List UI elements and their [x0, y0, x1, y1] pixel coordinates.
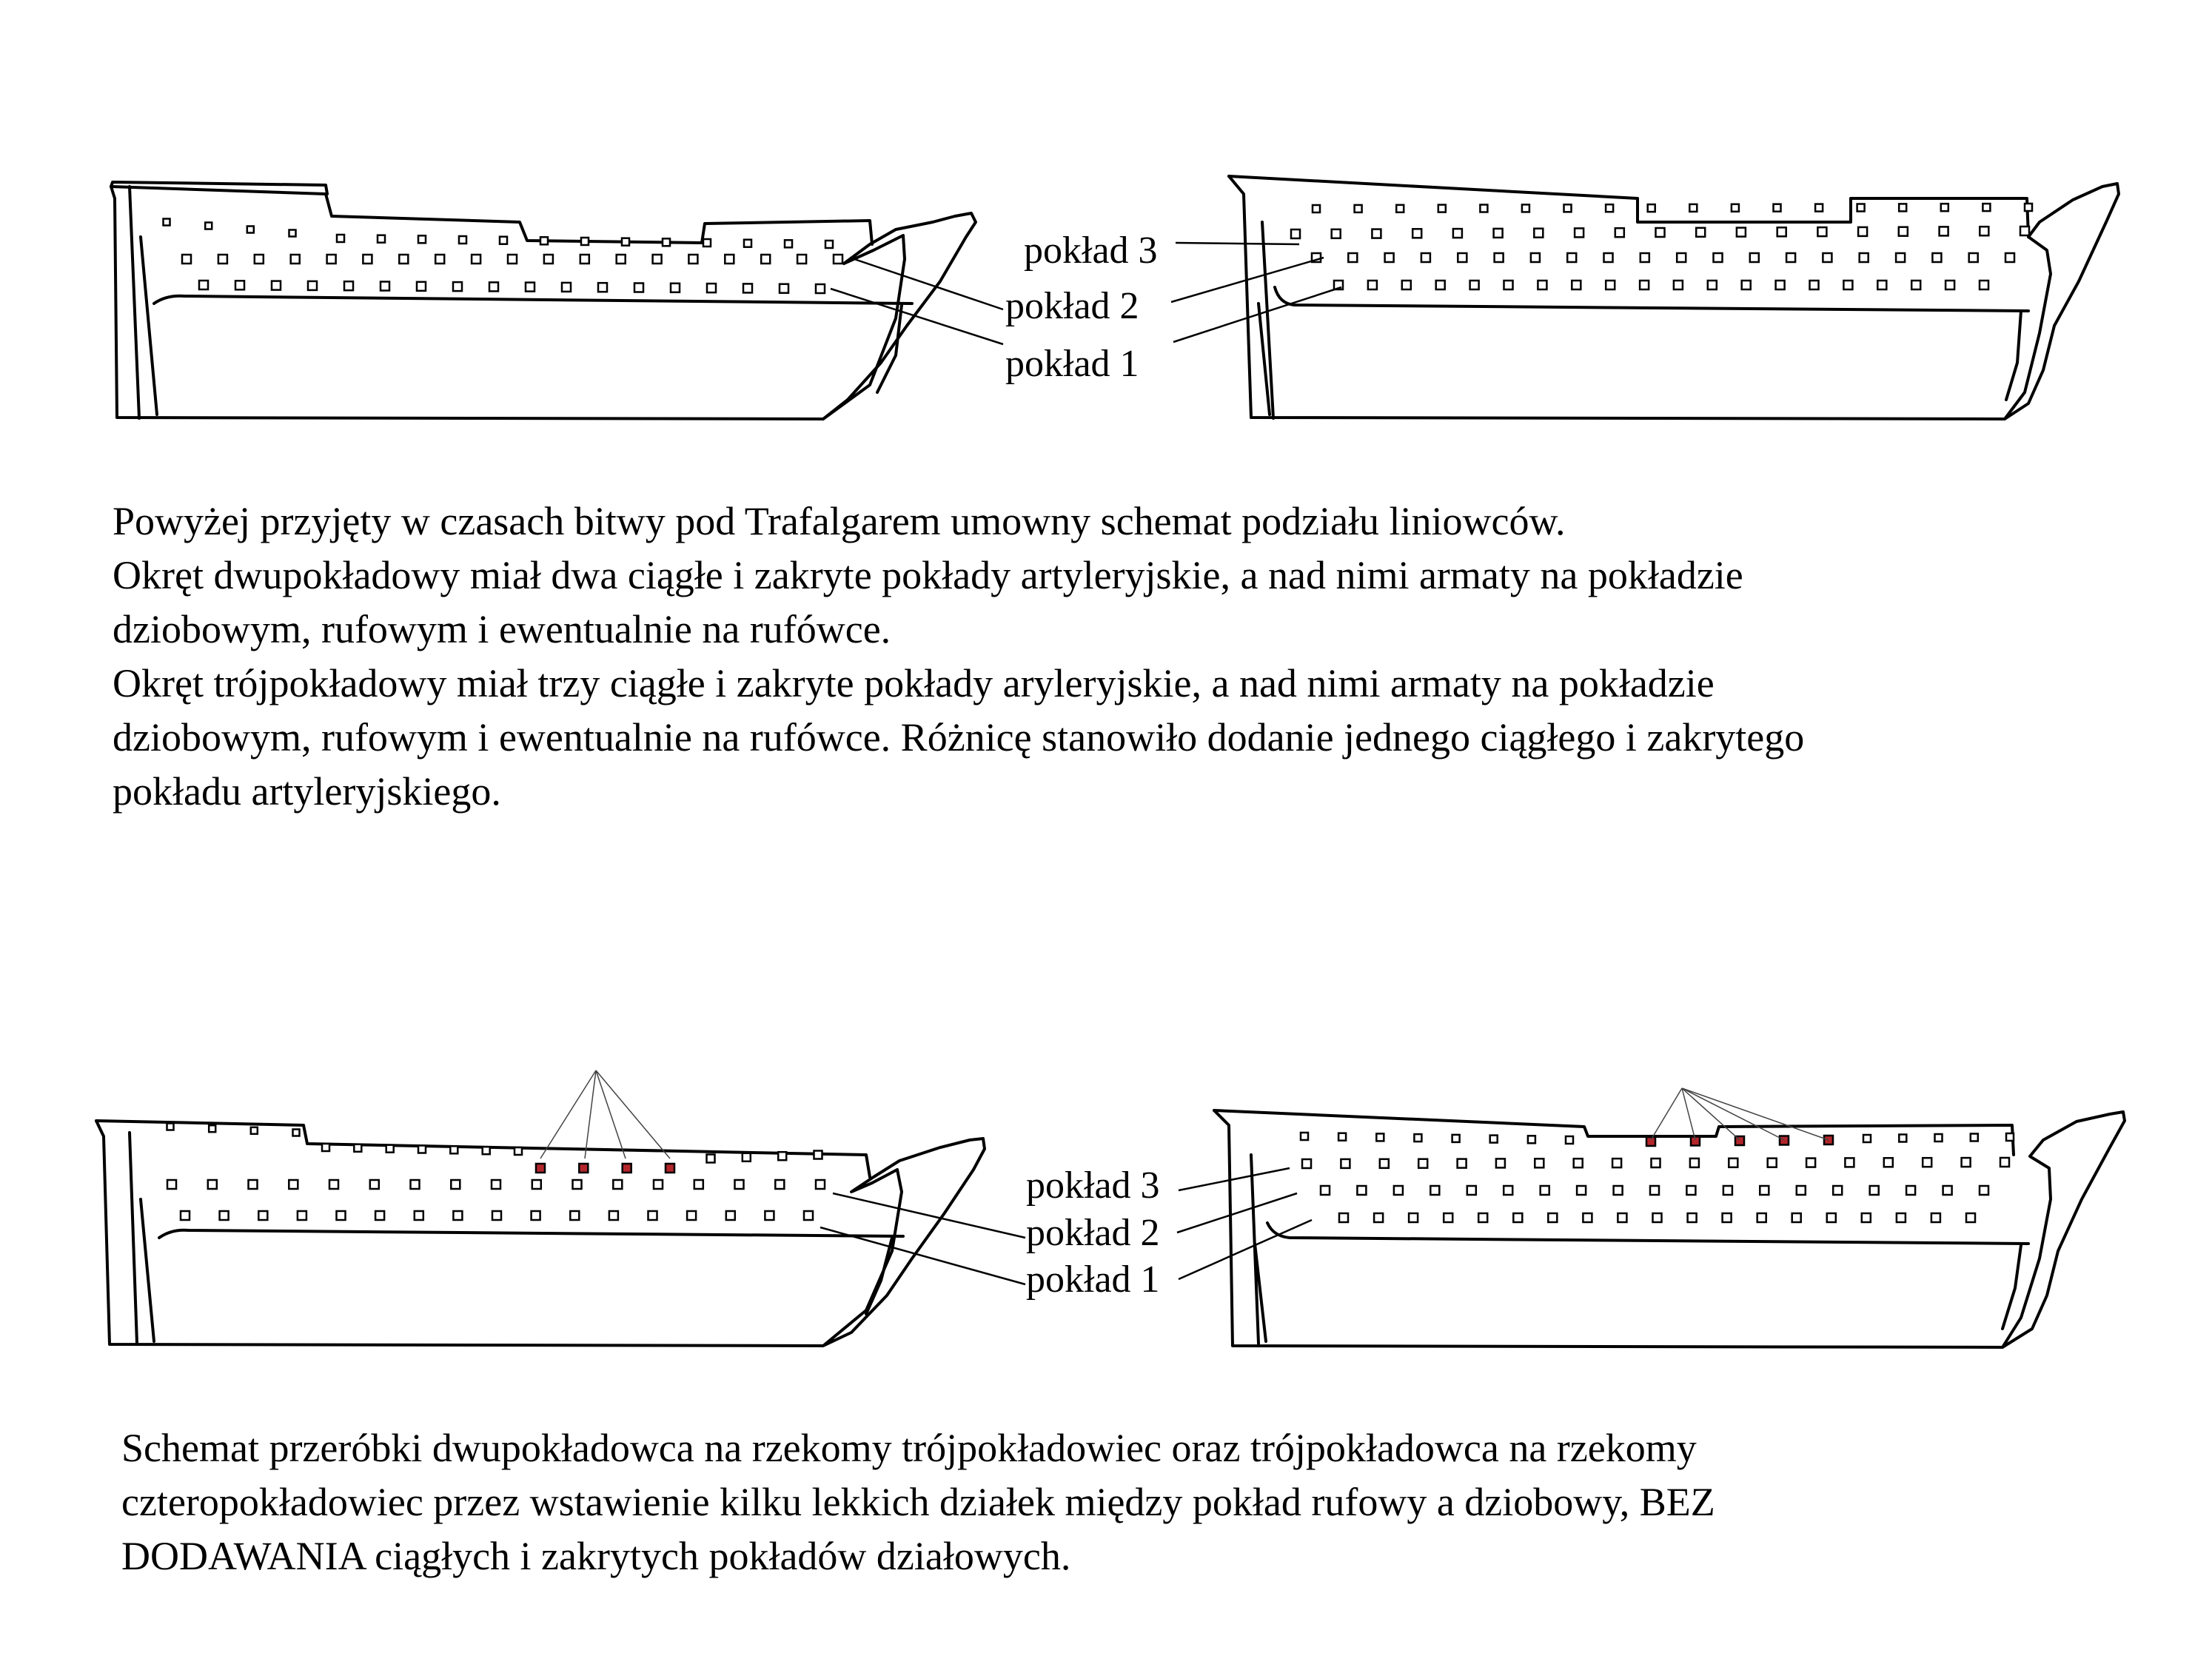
gun-port — [1409, 1213, 1418, 1222]
gun-port — [1650, 1186, 1659, 1195]
gun-port — [208, 1180, 217, 1189]
gun-port — [1494, 229, 1503, 238]
gun-port — [780, 284, 788, 293]
added-gun-port — [666, 1164, 674, 1173]
gun-port — [1656, 228, 1665, 237]
gun-port — [218, 255, 227, 264]
gun-port — [1380, 1159, 1389, 1168]
gun-port — [671, 284, 680, 292]
gun-port — [344, 281, 353, 290]
gun-port — [703, 239, 711, 247]
gun-port — [2025, 204, 2032, 211]
gun-port — [725, 255, 734, 264]
gun-port — [500, 237, 507, 244]
label-deck-3-bottom: pokład 3 — [1026, 1164, 1160, 1207]
added-gun-port — [579, 1164, 588, 1173]
gun-port — [235, 281, 244, 289]
description-top — [113, 494, 1804, 819]
gun-port — [1452, 1135, 1460, 1142]
gun-port — [526, 283, 534, 292]
added-gun-port — [1780, 1136, 1789, 1145]
gun-port — [1341, 1159, 1350, 1168]
gun-port — [1531, 253, 1540, 262]
converted-two-decker-ship — [96, 1121, 985, 1346]
gun-port — [1541, 1186, 1549, 1195]
gun-port — [1291, 229, 1300, 238]
gun-port — [386, 1145, 394, 1153]
gun-port — [399, 255, 408, 264]
gun-port — [1677, 253, 1686, 262]
gun-port — [329, 1180, 338, 1189]
gun-port — [451, 1180, 460, 1189]
gun-port — [1574, 1159, 1583, 1167]
gun-port — [1414, 1134, 1421, 1141]
gun-port — [453, 1211, 462, 1220]
gun-port — [1723, 1213, 1732, 1222]
gun-port — [1458, 1159, 1467, 1168]
gun-port — [289, 1180, 298, 1189]
gun-port — [199, 281, 208, 289]
gun-port — [609, 1211, 618, 1220]
gun-port — [1863, 1135, 1871, 1142]
gun-port — [1374, 1213, 1383, 1222]
gun-port — [1444, 1213, 1452, 1222]
gun-port — [1690, 1159, 1699, 1167]
gun-port — [1742, 281, 1751, 289]
gun-port — [1355, 205, 1362, 212]
gun-port — [1418, 1159, 1427, 1168]
gun-port — [785, 240, 792, 247]
gun-port — [797, 255, 806, 264]
gun-port — [205, 223, 212, 229]
gun-port — [1884, 1158, 1893, 1167]
gun-port — [258, 1211, 267, 1220]
gun-port — [1583, 1213, 1592, 1222]
gun-port — [1815, 204, 1823, 212]
gun-port — [1548, 1213, 1557, 1222]
gun-port — [617, 255, 626, 264]
gun-port — [1567, 253, 1576, 262]
gun-port — [573, 1180, 582, 1189]
gun-port — [1606, 204, 1613, 212]
added-gun-port — [623, 1164, 631, 1173]
gun-port — [1438, 205, 1446, 212]
gun-port — [1708, 281, 1717, 289]
two-decker-ship — [111, 182, 976, 419]
gun-port — [532, 1180, 541, 1189]
gun-port — [1843, 281, 1852, 289]
gun-port — [415, 1211, 423, 1220]
gun-port — [167, 1124, 174, 1130]
gun-port — [1604, 253, 1613, 262]
gun-port — [1714, 253, 1723, 262]
gun-port — [1810, 281, 1819, 289]
gun-port — [1923, 1158, 1931, 1167]
gun-port — [381, 282, 389, 291]
gun-port — [1564, 204, 1572, 212]
gun-port — [289, 230, 296, 237]
gun-port — [544, 255, 553, 264]
gun-port — [1535, 1159, 1544, 1167]
gun-port — [1757, 1213, 1766, 1222]
gun-port — [1729, 1159, 1737, 1167]
gun-port — [1538, 281, 1546, 289]
gun-port — [834, 255, 842, 264]
gun-port — [1966, 1213, 1975, 1222]
gun-port — [598, 283, 607, 292]
gun-port — [2005, 253, 2014, 262]
gun-port — [1534, 229, 1543, 238]
gun-port — [663, 238, 670, 246]
gun-port — [492, 1180, 500, 1189]
gun-port — [1612, 1159, 1621, 1167]
gun-port — [1899, 1135, 1906, 1142]
gun-port — [648, 1211, 657, 1220]
gun-port — [1897, 1213, 1906, 1222]
gun-port — [1566, 1136, 1573, 1144]
gun-port — [515, 1147, 522, 1155]
gun-port — [1640, 281, 1649, 289]
gun-port — [1688, 1213, 1697, 1222]
gun-port — [1945, 281, 1954, 289]
gun-port — [1513, 1213, 1522, 1222]
gun-port — [1696, 228, 1705, 237]
gun-port — [1577, 1186, 1586, 1195]
gun-port — [167, 1180, 176, 1189]
gun-port — [1436, 281, 1445, 289]
description-bottom — [121, 1421, 1715, 1583]
gun-port — [337, 1211, 346, 1220]
gun-port — [726, 1211, 735, 1220]
gun-port — [363, 255, 372, 264]
gun-port — [1321, 1186, 1330, 1195]
gun-port — [1786, 253, 1795, 262]
gun-port — [1833, 1186, 1842, 1195]
gun-port — [1899, 204, 1906, 211]
gun-port — [378, 235, 385, 243]
text-line: Okręt dwupokładowy miał dwa ciągłe i zakryte pokłady artyleryjskie, a nad nimi armaty na pokładzie — [113, 553, 1743, 597]
label-deck-1-bottom: pokład 1 — [1026, 1258, 1160, 1301]
gun-port — [1877, 281, 1886, 289]
gun-port — [1870, 1186, 1879, 1195]
gun-port — [687, 1211, 696, 1220]
gun-port — [327, 255, 336, 264]
gun-port — [1857, 204, 1865, 212]
label-deck-2-top: pokład 2 — [1005, 285, 1139, 327]
gun-port — [1906, 1186, 1915, 1195]
gun-port — [613, 1180, 622, 1189]
gun-port — [220, 1211, 229, 1220]
gun-port — [1941, 204, 1948, 211]
gun-port — [1421, 253, 1430, 262]
gun-port — [1615, 228, 1624, 237]
gun-port — [532, 1211, 540, 1220]
gun-port — [570, 1211, 579, 1220]
gun-port — [2000, 1158, 2009, 1167]
gun-port — [375, 1211, 384, 1220]
gun-port — [249, 1180, 258, 1189]
gun-port — [816, 1180, 825, 1189]
gun-port — [1760, 1186, 1769, 1195]
gun-port — [1797, 1186, 1806, 1195]
gun-port — [1470, 281, 1479, 289]
gun-port — [322, 1144, 329, 1151]
label-deck-2-bottom: pokład 2 — [1026, 1212, 1160, 1254]
gun-port — [1480, 205, 1487, 212]
gun-port — [255, 255, 264, 264]
gun-port — [1348, 253, 1357, 262]
gun-port — [483, 1147, 490, 1154]
gun-port — [1935, 1134, 1943, 1141]
gun-port — [472, 255, 480, 264]
text-line: pokładu artyleryjskiego. — [113, 769, 501, 814]
gun-port — [1732, 204, 1739, 212]
gun-port — [688, 255, 697, 264]
gun-port — [1648, 204, 1655, 212]
text-line: dziobowym, rufowym i ewentualnie na rufówce. Różnicę stanowiło dodanie jednego ciągłego i zakrytego — [113, 715, 1805, 760]
gun-port — [743, 284, 752, 292]
gun-port — [291, 255, 300, 264]
gun-port — [247, 227, 254, 233]
gun-port — [694, 1180, 703, 1189]
text-line: Powyżej przyjęty w czasach bitwy pod Trafalgarem umowny schemat podziału liniowców. — [113, 499, 1566, 543]
gun-port — [337, 235, 344, 242]
gun-port — [1357, 1186, 1366, 1195]
gun-port — [1467, 1186, 1476, 1195]
gun-port — [164, 219, 170, 226]
gun-port — [1504, 1186, 1512, 1195]
gun-port — [1750, 253, 1759, 262]
gun-port — [1606, 281, 1615, 289]
gun-port — [1458, 253, 1467, 262]
gun-port — [1983, 204, 1990, 211]
gun-port — [435, 255, 444, 264]
gun-port — [489, 282, 498, 291]
gun-port — [1817, 227, 1826, 236]
gun-port — [1686, 1186, 1695, 1195]
gun-port — [1385, 253, 1394, 262]
gun-port — [1339, 1213, 1348, 1222]
gun-port — [1575, 228, 1583, 237]
gun-port — [653, 255, 662, 264]
gun-port — [1723, 1186, 1732, 1195]
gun-port — [251, 1127, 258, 1134]
gun-port — [411, 1180, 420, 1189]
gun-port — [293, 1130, 300, 1136]
gun-port — [1376, 1133, 1384, 1141]
gun-port — [417, 282, 426, 291]
gun-port — [765, 1211, 774, 1220]
gun-port — [814, 1151, 822, 1159]
gun-port — [418, 1146, 426, 1153]
gun-port — [1969, 253, 1978, 262]
text-line: DODAWANIA ciągłych i zakrytych pokładów działowych. — [121, 1534, 1071, 1578]
gun-port — [1301, 1133, 1308, 1140]
gun-port — [1777, 227, 1786, 236]
gun-port — [1453, 229, 1462, 238]
label-deck-3-top: pokład 3 — [1024, 229, 1158, 272]
gun-port — [450, 1146, 458, 1153]
gun-port — [707, 284, 716, 292]
gun-port — [1971, 1134, 1978, 1141]
gun-port — [825, 241, 833, 248]
gun-port — [804, 1211, 813, 1220]
gun-port — [1368, 281, 1377, 289]
gun-port — [1940, 227, 1948, 235]
gun-port — [1980, 227, 1988, 235]
gun-port — [654, 1180, 663, 1189]
label-deck-1-top: pokład 1 — [1005, 343, 1139, 385]
gun-port — [209, 1125, 215, 1132]
gun-port — [1962, 1158, 1971, 1167]
gun-port — [1313, 205, 1320, 212]
gun-port — [1302, 1159, 1311, 1168]
gun-port — [743, 1153, 751, 1161]
gun-port — [1396, 205, 1404, 212]
gun-port — [418, 235, 426, 243]
gun-port — [1652, 1159, 1660, 1167]
gun-port — [540, 237, 548, 244]
gun-port — [459, 236, 466, 244]
gun-port — [1394, 1186, 1403, 1195]
gun-port — [1478, 1213, 1487, 1222]
gun-port — [1845, 1158, 1854, 1167]
gun-port — [354, 1144, 361, 1152]
gun-port — [1932, 253, 1941, 262]
gun-port — [1372, 229, 1381, 238]
gun-port — [816, 284, 825, 293]
gun-port — [1653, 1213, 1662, 1222]
text-line: Schemat przeróbki dwupokładowca na rzekomy trójpokładowiec oraz trójpokładowca na rzekomy — [121, 1426, 1697, 1470]
gun-port — [181, 1211, 190, 1220]
gun-port — [1774, 204, 1781, 212]
gun-port — [1792, 1213, 1801, 1222]
gun-port — [1980, 281, 1988, 289]
gun-port — [1689, 204, 1697, 212]
gun-port — [1495, 253, 1504, 262]
text-line: dziobowym, rufowym i ewentualnie na rufówce. — [113, 607, 891, 651]
gun-port — [1614, 1186, 1623, 1195]
converted-three-decker-ship — [1214, 1110, 2125, 1347]
gun-port — [707, 1155, 715, 1163]
gun-port — [1412, 229, 1421, 238]
added-gun-port — [536, 1164, 545, 1173]
gun-port — [1776, 281, 1785, 289]
gun-port — [370, 1180, 379, 1189]
gun-port — [580, 255, 589, 264]
gun-port — [1980, 1186, 1988, 1195]
gun-port — [1674, 281, 1683, 289]
gun-port — [2006, 1133, 2014, 1141]
gun-port — [761, 255, 770, 264]
gun-port — [1430, 1186, 1439, 1195]
added-guns-pointer-lines — [540, 1070, 1829, 1159]
gun-port — [1860, 253, 1869, 262]
gun-port — [1806, 1159, 1815, 1167]
gun-port — [1522, 204, 1529, 212]
gun-port — [1618, 1213, 1626, 1222]
gun-port — [1768, 1159, 1777, 1167]
gun-port — [1490, 1136, 1498, 1143]
gun-port — [298, 1211, 306, 1220]
text-line: czteropokładowiec przez wstawienie kilku lekkich działek między pokład rufowy a dziobowy, BEZ — [121, 1480, 1715, 1524]
added-gun-port — [1646, 1137, 1655, 1146]
gun-port — [775, 1180, 784, 1189]
gun-port — [1896, 253, 1905, 262]
gun-port — [744, 240, 751, 247]
gun-port — [1504, 281, 1513, 289]
gun-port — [634, 284, 643, 292]
gun-port — [1572, 281, 1581, 289]
gun-port — [453, 282, 462, 291]
gun-port — [562, 283, 571, 292]
gun-port — [581, 238, 589, 245]
gun-port — [778, 1152, 786, 1160]
gun-port — [1931, 1213, 1940, 1222]
gun-port — [735, 1180, 744, 1189]
gun-port — [1332, 229, 1341, 238]
gun-port — [1899, 227, 1908, 236]
gun-port — [308, 281, 317, 290]
gun-port — [1737, 228, 1746, 237]
gun-port — [1911, 281, 1920, 289]
gun-port — [182, 255, 191, 264]
gun-port — [1827, 1213, 1836, 1222]
gun-port — [1943, 1186, 1952, 1195]
gun-port — [1402, 281, 1411, 289]
gun-port — [1862, 1213, 1871, 1222]
gun-port — [492, 1211, 501, 1220]
gun-port — [1338, 1133, 1346, 1141]
gun-port — [2020, 227, 2029, 235]
gun-port — [1823, 253, 1831, 262]
gun-port — [1858, 227, 1867, 236]
gun-port — [1496, 1159, 1505, 1167]
gun-port — [622, 238, 629, 246]
gun-port — [508, 255, 517, 264]
text-line: Okręt trójpokładowy miał trzy ciągłe i zakryte pokłady aryleryjskie, a nad nimi armaty na pokładzie — [113, 661, 1715, 705]
gun-port — [1640, 253, 1649, 262]
gun-port — [272, 281, 281, 290]
gun-port — [1528, 1136, 1535, 1143]
